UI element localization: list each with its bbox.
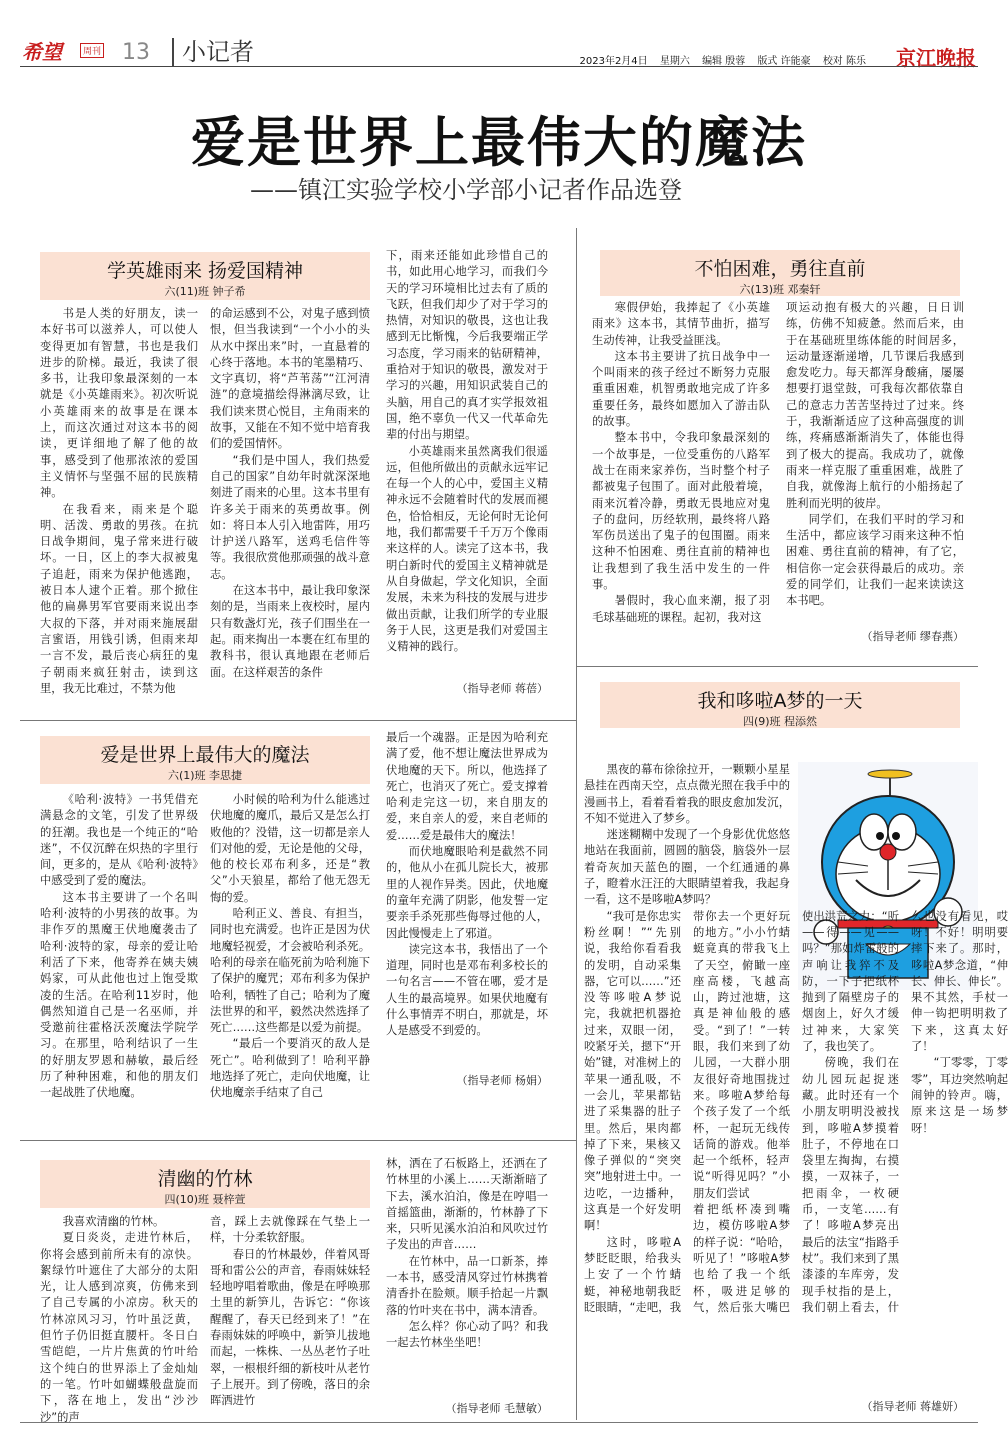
paragraph: 同学们，在我们平时的学习和生活中，都应该学习雨来这种不怕困难、勇往直前的精神，有了它，相信你一定会获得最后的成功。亲爱的同学们，让我们一起来读读这本书吧。 (786, 512, 964, 608)
teacher-credit: （指导老师 蒋雄妍） (861, 1400, 964, 1413)
paragraph: 林，洒在了石板路上，还洒在了竹林里的小溪上……天渐渐暗了下去，溪水泊泊，像是在哼唱一首摇篮曲，渐渐的，竹林静了下来，只听见溪水泊泊和风吹过竹子发出的声音…… (386, 1157, 548, 1252)
article-columns (584, 909, 1008, 1329)
paragraph: 着把纸杯凑到嘴边，模仿哆啦A梦的样子说：“哈哈，听见了！”哆啦A梦也给了我一个纸杯，吸进足够的气，然后张大嘴巴使出洪荒之力：“听——得——见——吗？”那如炸雷般的声响让我猝不及防，一下子把纸杯抛到了隔壁房子的烟囱上，好久才缓过神来，大家笑了，我也笑了。 (693, 909, 899, 1314)
paragraph: 在我看来，雨来是个聪明、活泼、勇敢的男孩。在抗日战争期间，鬼子常来进行破坏。一日，区上的李大叔被鬼子追赶，雨来为保护他逃跑，被日本人逮个正着。那个掀住他的扁鼻男军官要雨来说出李大叔的下落，并对雨来施展甜言蜜语，用钱引诱，但雨来却一言不发，最后丧心病狂的鬼子朝雨来疯狂射击，读到这里，我无比难过，不禁为他 (40, 502, 198, 695)
article-column (210, 792, 370, 1102)
row-divider (20, 720, 576, 721)
article-title: 爱是世界上最伟大的魔法 (100, 744, 310, 766)
layout-credit: 版式 许能豪 (757, 56, 811, 67)
paragraph: 在竹林中，品一口新茶，捧一本书，感受清风穿过竹林携着清香扑在脸颊。顺手拾起一片飘落的竹叶夹在书中，满本清香。 (386, 1254, 548, 1317)
article-column (386, 730, 548, 1040)
article-column (40, 1214, 198, 1426)
paragraph: 读完这本书，我悟出了一个道理，同时也是邓布利多校长的一句名言——不管在哪，爱才是人生的最高境界。如果伏地魔有什么事情弄不明白，那就是，坏人是感受不到爱的。 (386, 942, 548, 1038)
brand-logo: 希望 (22, 40, 62, 64)
article-byline: 四(9)班 程添然 (742, 715, 818, 728)
paper-name: 京江晚报 (896, 46, 976, 70)
paragraph: 这本书主要讲了一个名叫哈利·波特的小男孩的故事。为非作歹的黑魔王伏地魔袭击了哈利·波特的家，母亲的爱让哈利活了下来，他寄养在姨夫姨妈家，可从此他也过上饱受欺凌的生活。在哈利11岁时，他偶然知道自己是一名巫师，并受邀前往霍格沃茨魔法学院学习。在那里，哈利结识了一生的好朋友罗恩和赫敏，最后经历了种种困难，和他的朋友们一起战胜了伏地魔。 (40, 890, 198, 1100)
row-divider (20, 1140, 576, 1141)
article-byline: 六(11)班 钟子希 (164, 285, 246, 298)
teacher-credit: （指导老师 蒋蓓） (456, 682, 548, 695)
proofreader: 校对 陈乐 (822, 56, 866, 67)
article-column (592, 300, 770, 626)
brand-tag: 周刊 (80, 43, 104, 58)
section-name: 小记者 (172, 38, 254, 66)
article-column (386, 248, 548, 655)
paragraph: 《哈利·波特》一书凭借充满悬念的文笔，引发了世界级的狂潮。我也是一个纯正的“哈迷”，不仅沉醉在炽热的字里行间，更多的，是从《哈利·波特》中感受到了爱的魔法。 (40, 793, 198, 888)
article-column (786, 300, 964, 610)
paragraph: 黑夜的幕布徐徐拉开，一颗颗小星星悬挂在西南天空，点点微光照在我手中的漫画书上，看着看着我的眼皮愈加发沉，不知不觉进入了梦乡。 (584, 763, 790, 825)
paragraph: “我们是中国人，我们热爱自己的国家”自幼年时就深深地刻进了雨来的心里。这本书里有许多关于雨来的英勇故事。例如：将日本人引入地雷阵，用巧计护送八路军，送鸡毛信件等等。我很欣赏他那顽强的战斗意志。 (210, 453, 370, 581)
article-body-wrapped (584, 762, 1008, 1382)
article-byline: 六(13)班 邓秦轩 (739, 283, 821, 296)
page-subtitle: ——镇江实验学校小学部小记者作品选登 (250, 176, 682, 204)
article-header (600, 250, 960, 296)
paragraph: 在这本书中，最让我印象深刻的是，当雨来上夜校时，屋内只有数盏灯光，孩子们围坐在一起。雨来掏出一本裹在红布里的教科书，很认真地跟在老师后面。在这样艰苦的条件 (210, 584, 370, 679)
article-title: 学英雄雨来 扬爱国精神 (106, 260, 304, 282)
row-divider (576, 666, 978, 667)
paragraph: 迷迷糊糊中发现了一个身影优优悠悠地站在我面前，圆圆的脑袋，脑袋外一层着奇灰加天蓝色的圈，一个红通通的鼻子，瞪着水汪汪的大眼睛望着我，我起身一看，这不是哆啦A梦吗？ (584, 828, 790, 907)
page-title: 爱是世界上最伟大的魔法 (191, 110, 807, 174)
paragraph: 暑假时，我心血来潮，报了羽毛球基础班的课程。起初，我对这 (592, 594, 770, 624)
article-column (386, 1156, 548, 1352)
paragraph: 春日的竹林最妙，伴着风哥哥和雷公公的声音，春雨妹妹轻轻地哼唱着歌曲，像是在呼唤那土里的新笋儿，告诉它：“你该醒醒了，春天已经到来了！”在春雨妹妹的呼唤中，新笋儿拔地而起，一株株、一丛丛老竹子吐翠，一根根纤细的新枝叶从老竹子上展开。到了傍晚，落日的余晖洒进竹 (210, 1247, 370, 1408)
paragraph: 而伏地魔眼哈利是截然不同的，他从小在孤儿院长大，被那里的人视作异类。因此，伏地魔的童年充满了阴影，他发誓一定要亲手杀死那些侮辱过他的人，因此慢慢走上了邪道。 (386, 845, 548, 940)
editor: 编辑 殷蓉 (702, 56, 746, 67)
article-header (600, 682, 960, 728)
teacher-credit: （指导老师 毛慧敏） (445, 1402, 548, 1415)
paragraph: 傍晚，我们在幼儿园玩起捉迷藏。此时还有一个小朋友明明没被找到，哆啦A梦摸着肚子，不停地在口袋里左掏掏，右摸摸，一双袜子，一把雨伞，一枚硬币，一支笔……有了！哆啦A梦亮出最后的法宝“指路手杖”。我们来到了黑漆漆的车库旁，发现手杖指的是上，我们朝上看去，什么也没有看见，哎呀！不好！明明要摔下来了。那时，哆啦A梦念道，“伸长、伸长、伸长”。果不其然，手杖一伸一钩把明明救了下来，这真太好了！ (802, 909, 1008, 1314)
article-header (40, 1160, 370, 1208)
page-header (0, 0, 998, 80)
article-column (40, 306, 198, 697)
article-column (40, 792, 198, 1102)
article-header (40, 252, 370, 300)
weekday: 星期六 (659, 56, 690, 67)
paragraph: 音，踩上去就像踩在气垫上一样，十分柔软舒服。 (210, 1215, 370, 1245)
paragraph: 的命运感到不公，对鬼子感到愤恨，但当我读到“一个小小的头从水中探出来”时，一直悬着的心终于落地。本书的笔墨精巧、文字真切，将“芦苇荡”“江河清涟”的意境描绘得淋漓尽致，让我们读来贯心悦目，主角雨来的故事，又能在不知不觉中培育我们的爱国情怀。 (210, 307, 370, 451)
article-byline: 六(1)班 李思捷 (167, 769, 243, 782)
paragraph: 项运动抱有极大的兴趣，日日训练，仿佛不知疲惫。然而后来，由于在基础班里练体能的时间居多，运动量逐渐递增，几节课后我感到愈发吃力。每天都浑身酸痛，屡屡想要打退堂鼓，可我每次都依靠自己的意志力苦苦坚持过了过来。终于，我渐渐适应了这种高强度的训练，疼痛感渐渐消失了，体能也得到了极大的提高。我成功了，就像雨来一样克服了重重困难，战胜了自我，就像海上航行的小船扬起了胜利而光明的彼岸。 (786, 301, 964, 510)
paragraph: 整本书中，令我印象最深刻的一个故事是，一位受重伤的八路军战士在雨来家养伤，当时整个村子都被鬼子包围了。面对此般着境，雨来沉着冷静，勇敢无畏地应对鬼子的盘问，历经软刑，最终将八路军伤员送出了鬼子的包围圈。雨来这种不怕困难、勇往直前的精神也让我想到了我生活中发生的一件事。 (592, 431, 770, 592)
paragraph: 下，雨来还能如此珍惜自己的书，如此用心地学习，而我们今天的学习环境相比过去有了质的飞跃，但我们却少了对于学习的热情，对知识的敬畏，这也让我感到无比惭愧，今后我要端正学习态度，学习雨来的钻研精神，重拾对于知识的敬畏，激发对于学习的兴趣，用知识武装自己的头脑，用自己的真才实学报效祖国，绝不辜负一代又一代革命先辈的付出与期望。 (386, 249, 548, 442)
article-column (210, 1214, 370, 1410)
paragraph: 小英雄雨来虽然离我们很遥远，但他所做出的贡献永远牢记在每一个人的心中，爱国主义精神永远不会随着时代的发展而褪色，恰恰相反，无论何时无论何地，我们都需要千千万万个像雨来这样的人。读完了这本书，我明白新时代的爱国主义精神就是从自身做起，学文化知识，全面发展，未来为科技的发展与进步做出贡献，让我们所学的专业服务于人民，这更是我们对爱国主义精神的践行。 (386, 444, 548, 654)
paragraph: 夏日炎炎，走进竹林后，你将会感到前所未有的凉快。絮绿竹叶遮住了大部分的太阳光，让人感到凉爽，仿佛来到了自己专属的小凉房。秋天的竹林凉风习习，竹叶虽泛黄，但竹子仍旧挺直腰杆。冬日白雪皑皑，一片片焦黄的竹叶给这个纯白的世界添上了金灿灿的一笔。竹叶如蝴蝶般盘旋而下，落在地上，发出“沙沙沙”的声 (40, 1231, 198, 1424)
paragraph: 书是人类的好朋友，读一本好书可以滋养人，可以使人变得更加有智慧，书也是我们进步的阶梯。最近，我读了很多书，让我印象最深刻的一本就是《小英雄雨来》。初次听说小英雄雨来的故事是在课本上，而这次通过对这本书的阅读，更详细地了解了他的故事，感受到了他那浓浓的爱国主义情怀与坚强不屈的民族精神。 (40, 307, 198, 500)
teacher-credit: （指导老师 杨娟） (456, 1074, 548, 1087)
paragraph: “最后一个要消灭的敌人是死亡”。哈利做到了！哈利平静地选择了死亡，走向伏地魔，让伏地魔亲手结束了自己 (210, 1037, 370, 1100)
article-title: 不怕困难，勇往直前 (694, 258, 866, 280)
paragraph: 小时候的哈利为什么能逃过伏地魔的魔爪，最后又是怎么打败他的？没错，这一切都是亲人们对他的爱，无论是他的父母，他的校长邓布利多，还是“教父”小天狼星，都给了他无怨无悔的爱。 (210, 793, 370, 904)
article-column (210, 306, 370, 681)
article-byline: 四(10)班 聂梓萱 (164, 1193, 246, 1206)
paragraph: 这时，哆啦A梦眨眨眼，给我头上安了一个竹蜻蜓，神秘地朝我眨眨眼睛，“走吧，我带你去一个更好玩的地方。”小小竹蜻蜓竟真的带我飞上了天空，俯瞰一座座高楼，飞越高山，跨过池塘，这真是神仙般的感受。“到了！”一转眼，我们来到了幼儿园，一大群小朋友很好奇地围拢过来。哆啦A梦给每个孩子发了一个纸杯，一起玩无线传话筒的游戏。他举起一个纸杯，轻声说“听得见吗？”小朋友们尝试 (584, 909, 790, 1314)
teacher-credit: （指导老师 缪春燕） (861, 630, 964, 643)
article-title: 我和哆啦A梦的一天 (697, 690, 863, 712)
paragraph: 我喜欢清幽的竹林。 (62, 1215, 165, 1228)
date: 2023年2月4日 (579, 56, 648, 67)
article-header (40, 736, 370, 784)
paragraph: 这本书主要讲了抗日战争中一个叫雨来的孩子经过不断努力克服重重困难，机智勇敢地完成了许多重要任务，最终如愿加入了游击队的故事。 (592, 349, 770, 429)
paragraph: “丁零零，丁零零”，耳边突然响起闹钟的铃声。嗨，原来这是一场梦呀！ (911, 1056, 1008, 1135)
header-rule (20, 66, 978, 67)
article-title: 清幽的竹林 (157, 1168, 253, 1190)
header-meta (571, 52, 867, 67)
paragraph: 哈利正义、善良、有担当，同时也充满爱。也许正是因为伏地魔轻视爱，才会被哈利杀死。哈利的母亲在临死前为哈利施下了保护的魔咒；邓布利多为保护哈利，牺牲了自己；哈利为了魔法世界的和平，毅然决然选择了死亡……这些都是以爱为前提。 (210, 907, 370, 1035)
page-number: 13 (122, 40, 150, 65)
paragraph: 最后一个魂器。正是因为哈利充满了爱，他不想让魔法世界成为伏地魔的天下。所以，他选择了死亡，也消灭了死亡。爱支撑着哈利走完这一切，来自朋友的爱，来自亲人的爱，来自老师的爱……爱是最伟大的魔法！ (386, 731, 548, 842)
paragraph: 寒假伊始，我捧起了《小英雄雨来》这本书，其情节曲折，描写生动传神，让我受益匪浅。 (592, 301, 770, 347)
paragraph: “我可是你忠实粉丝啊！”“先别说，我给你看看我的发明，自动采集器，它可以……”还没等哆啦A梦说完，我就把机器抢过来，双眼一闭，咬紧牙关，摁下“开始”键，对准树上的苹果一通乱吸，不一会儿，苹果都钻进了采集器的肚子里。然后，果肉都掉了下来，果核又像子弹似的“突突突”地射进土中。一边吃，一边播种，这真是一个好发明啊！ (584, 909, 681, 1233)
paragraph: 怎么样？你心动了吗？和我一起去竹林坐坐吧！ (386, 1319, 548, 1350)
column-divider (576, 228, 577, 1420)
